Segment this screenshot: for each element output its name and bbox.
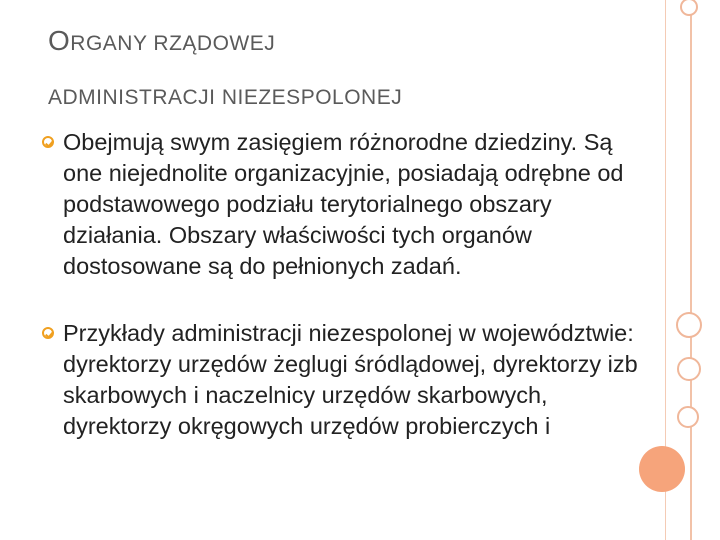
bullet-text: Przykłady administracji niezespolonej w województwie: dyrektorzy urzędów żeglugi śródlądowej, dyrektorzy izb skarbowych i naczelnicy urzędów skarbowych, dyrektorzy okręgowych urzędów probierczych i: [63, 320, 638, 439]
check-circle-bullet-icon: [42, 136, 54, 148]
slide-title: [48, 14, 648, 125]
decorative-circle-outline: [676, 312, 702, 338]
slide-title-line-1: [48, 14, 648, 71]
bullet-list: [42, 127, 642, 540]
decorative-circle-filled: [639, 446, 685, 492]
decorative-circle-outline: [680, 0, 698, 16]
bullet-item: [42, 127, 642, 282]
title-line-1-text: RGANY RZĄDOWEJ: [70, 32, 276, 55]
check-circle-bullet-icon: [42, 327, 54, 339]
bullet-text: Obejmują swym zasięgiem różnorodne dziedziny. Są one niejednolite organizacyjnie, posiadają odrębne od podstawowego podziału terytorialnego obszary działania. Obszary właściwości tych organów dostosowane są do pełnionych zadań.: [63, 129, 624, 279]
decorative-frame-line: [690, 0, 692, 540]
title-initial-letter: O: [48, 25, 71, 56]
decorative-circle-outline: [677, 357, 701, 381]
decorative-circle-outline: [677, 406, 699, 428]
slide-title-line-2: ADMINISTRACJI NIEZESPOLONEJ: [48, 86, 403, 109]
bullet-item: [42, 318, 642, 442]
